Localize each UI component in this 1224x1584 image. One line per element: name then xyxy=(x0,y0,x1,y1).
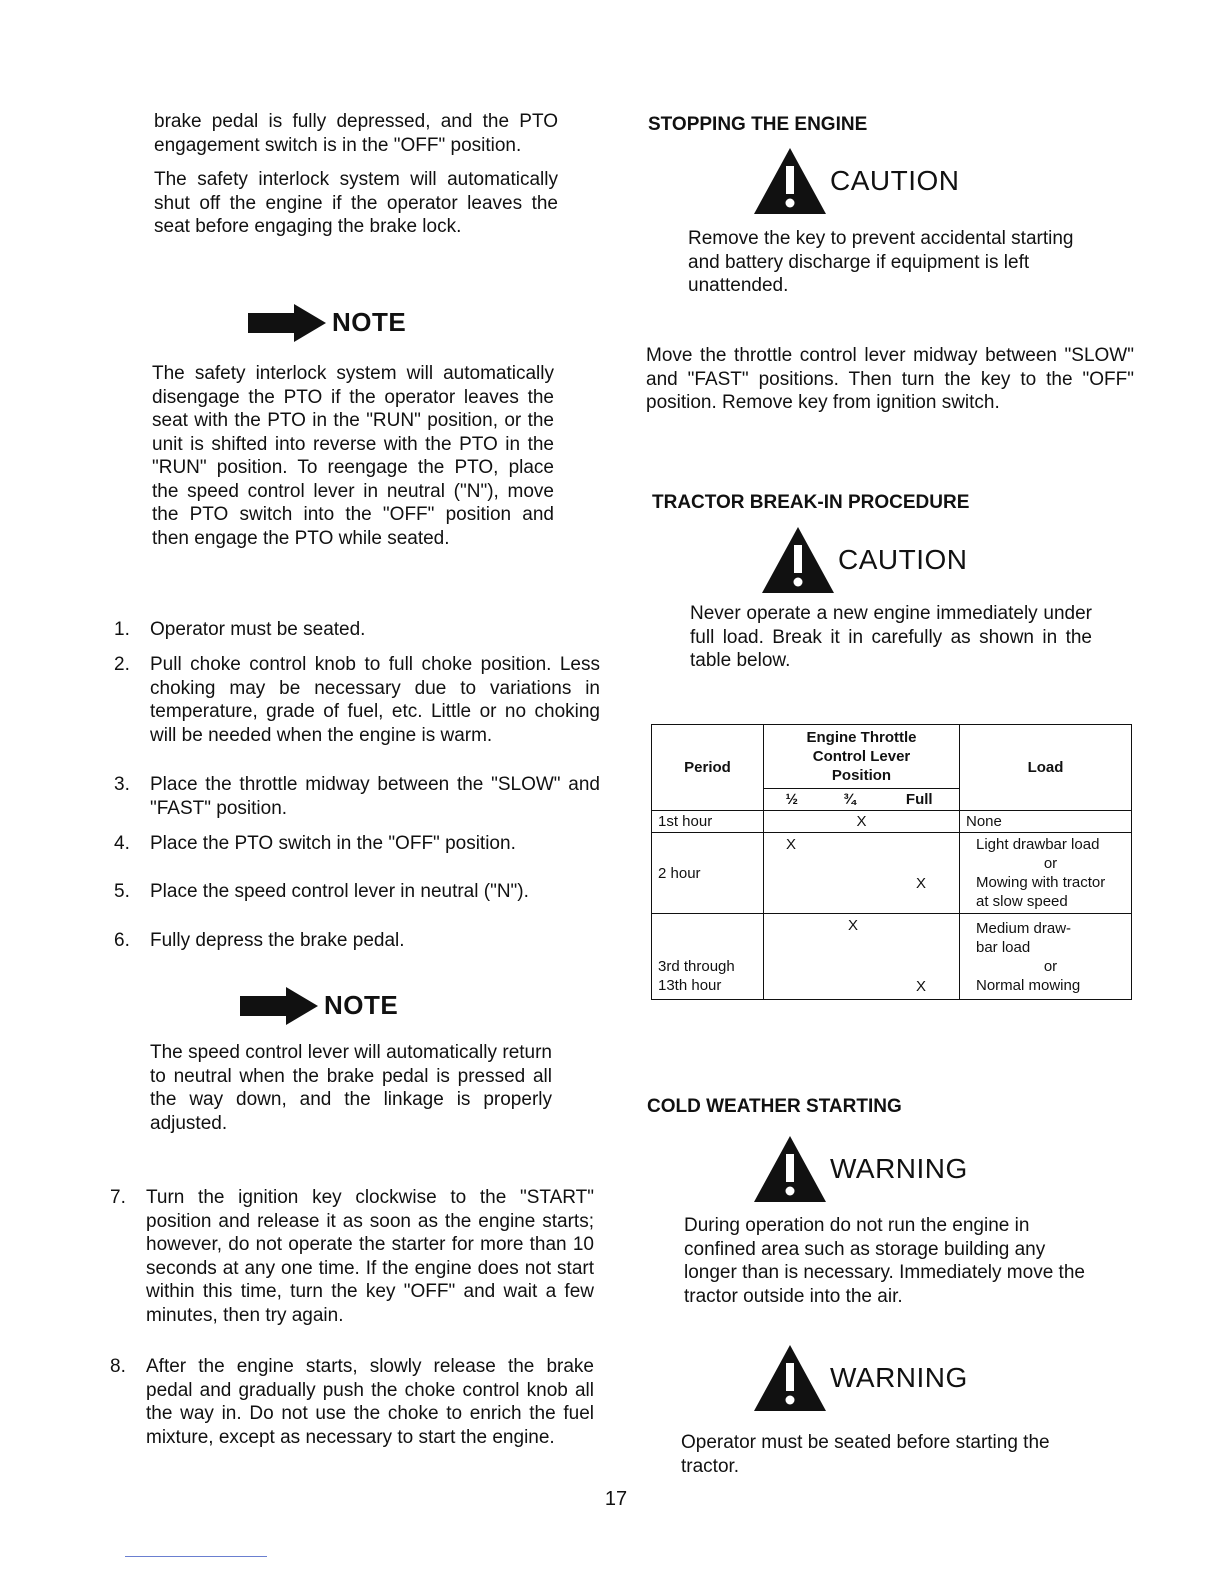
list-item xyxy=(110,1186,596,1330)
warning-triangle-icon xyxy=(752,1343,828,1413)
table-header-load: Load xyxy=(960,725,1132,811)
throttle-cell xyxy=(764,914,960,1000)
step-text: Pull choke control knob to full choke position. Less choking may be necessary due to variations in temperature, grade of fuel, etc. Little or no choking will be needed when the engine is warm. xyxy=(150,654,600,746)
period-cell: 3rd through 13th hour xyxy=(652,914,764,1000)
warning-triangle-icon xyxy=(760,525,836,595)
note-paragraph: The safety interlock system will automatically disengage the PTO if the operator leaves the seat with the PTO in the "RUN" position, or the unit is shifted into reverse with the PTO in the "RUN" position. To reengage the PTO, place the speed control lever in neutral ("N"), move the PTO switch into the "OFF" position and then engage the PTO while seated. xyxy=(152,363,554,549)
section-heading-breakin: TRACTOR BREAK-IN PROCEDURE xyxy=(652,492,970,513)
interlock-paragraph: The safety interlock system will automatically shut off the engine if the operator leaves the seat before engaging the brake lock. xyxy=(154,169,558,237)
table-header-throttle xyxy=(764,725,960,789)
table-row xyxy=(652,914,1132,1000)
load-cell: None xyxy=(960,811,1132,833)
step-number: 3. xyxy=(114,774,130,795)
caution-text: Remove the key to prevent accidental starting and battery discharge if equipment is left unattended. xyxy=(688,228,1074,296)
warning-label: WARNING xyxy=(830,1153,968,1185)
caution-text: Never operate a new engine immediately under full load. Break it in carefully as shown in the table below. xyxy=(690,603,1092,671)
warning-triangle-icon xyxy=(752,1134,828,1204)
step-text: Place the speed control lever in neutral ("N"). xyxy=(150,881,529,902)
intro-paragraph: brake pedal is fully depressed, and the PTO engagement switch is in the "OFF" position. xyxy=(154,111,558,156)
step-text: Fully depress the brake pedal. xyxy=(150,930,405,951)
warning-heading xyxy=(752,1343,968,1413)
step-text: Turn the ignition key clockwise to the "START" position and release it as soon as the engine starts; however, do not operate the starter for more than 10 seconds at any one time. If the engine does not start within this time, turn the key "OFF" and wait a few minutes, then try again. xyxy=(146,1187,594,1326)
warning-text: Operator must be seated before starting the tractor. xyxy=(681,1432,1050,1477)
note-paragraph: The speed control lever will automatically return to neutral when the brake pedal is pressed all the way down, and the linkage is properly adjusted. xyxy=(150,1042,552,1134)
warning-text: During operation do not run the engine in confined area such as storage building any longer than is necessary. Immediately move the tractor outside into the air. xyxy=(684,1215,1085,1307)
table-header-period: Period xyxy=(652,725,764,811)
breakin-table xyxy=(651,724,1132,1000)
caution-heading xyxy=(760,525,968,595)
step-number: 7. xyxy=(110,1187,126,1208)
list-item xyxy=(114,653,604,749)
page-number: 17 xyxy=(604,1488,628,1510)
warning-heading xyxy=(752,1134,968,1204)
stopping-paragraph: Move the throttle control lever midway between "SLOW" and "FAST" positions. Then turn the key to the "OFF" position. Remove key from ignition switch. xyxy=(646,345,1134,413)
table-row xyxy=(652,833,1132,914)
throttle-cell xyxy=(764,833,960,914)
table-row xyxy=(652,811,1132,833)
section-heading-cold: COLD WEATHER STARTING xyxy=(647,1096,902,1117)
load-cell: Medium draw- bar load or Normal mowing xyxy=(960,914,1132,1000)
list-item xyxy=(114,773,604,821)
list-item xyxy=(110,1355,596,1475)
load-cell: Light drawbar load or Mowing with tractor at slow speed xyxy=(960,833,1132,914)
step-text: Place the PTO switch in the "OFF" position. xyxy=(150,833,516,854)
header-line: Engine Throttle xyxy=(806,729,917,746)
caution-label: CAUTION xyxy=(838,544,968,576)
throttle-mark: X xyxy=(916,978,927,995)
step-number: 2. xyxy=(114,654,130,675)
step-number: 4. xyxy=(114,833,130,854)
subheader-three-quarter: ¾ xyxy=(820,789,880,811)
throttle-mark: X xyxy=(764,811,960,833)
period-cell: 1st hour xyxy=(652,811,764,833)
arrow-right-icon xyxy=(238,986,318,1026)
list-item xyxy=(114,929,604,953)
caution-label: CAUTION xyxy=(830,165,960,197)
period-cell: 2 hour xyxy=(652,833,764,914)
step-number: 6. xyxy=(114,930,130,951)
step-text: Operator must be seated. xyxy=(150,619,366,640)
subheader-half: ½ xyxy=(764,789,820,811)
note-heading xyxy=(238,986,398,1026)
step-text: Place the throttle midway between the "SLOW" and "FAST" position. xyxy=(150,774,600,819)
step-number: 1. xyxy=(114,619,130,640)
list-item xyxy=(114,880,604,904)
throttle-mark: X xyxy=(786,836,797,853)
note-label: NOTE xyxy=(332,307,407,338)
step-number: 5. xyxy=(114,881,130,902)
list-item xyxy=(114,832,604,856)
arrow-right-icon xyxy=(246,303,326,343)
subheader-full: Full xyxy=(880,789,960,811)
step-text: After the engine starts, slowly release the brake pedal and gradually push the choke control knob all the way in. Do not use the choke to enrich the fuel mixture, except as necessary to start the engine. xyxy=(146,1356,594,1448)
note-label: NOTE xyxy=(324,990,399,1021)
warning-triangle-icon xyxy=(752,146,828,216)
step-number: 8. xyxy=(110,1356,126,1377)
header-line: Control Lever xyxy=(812,748,911,765)
caution-heading xyxy=(752,146,960,216)
list-item xyxy=(114,618,604,642)
throttle-mark: X xyxy=(916,875,927,892)
header-line: Position xyxy=(831,767,892,784)
note-heading xyxy=(246,303,406,343)
footer-divider xyxy=(125,1556,267,1557)
warning-label: WARNING xyxy=(830,1362,968,1394)
section-heading-stopping: STOPPING THE ENGINE xyxy=(648,114,868,135)
throttle-mark: X xyxy=(848,917,859,934)
